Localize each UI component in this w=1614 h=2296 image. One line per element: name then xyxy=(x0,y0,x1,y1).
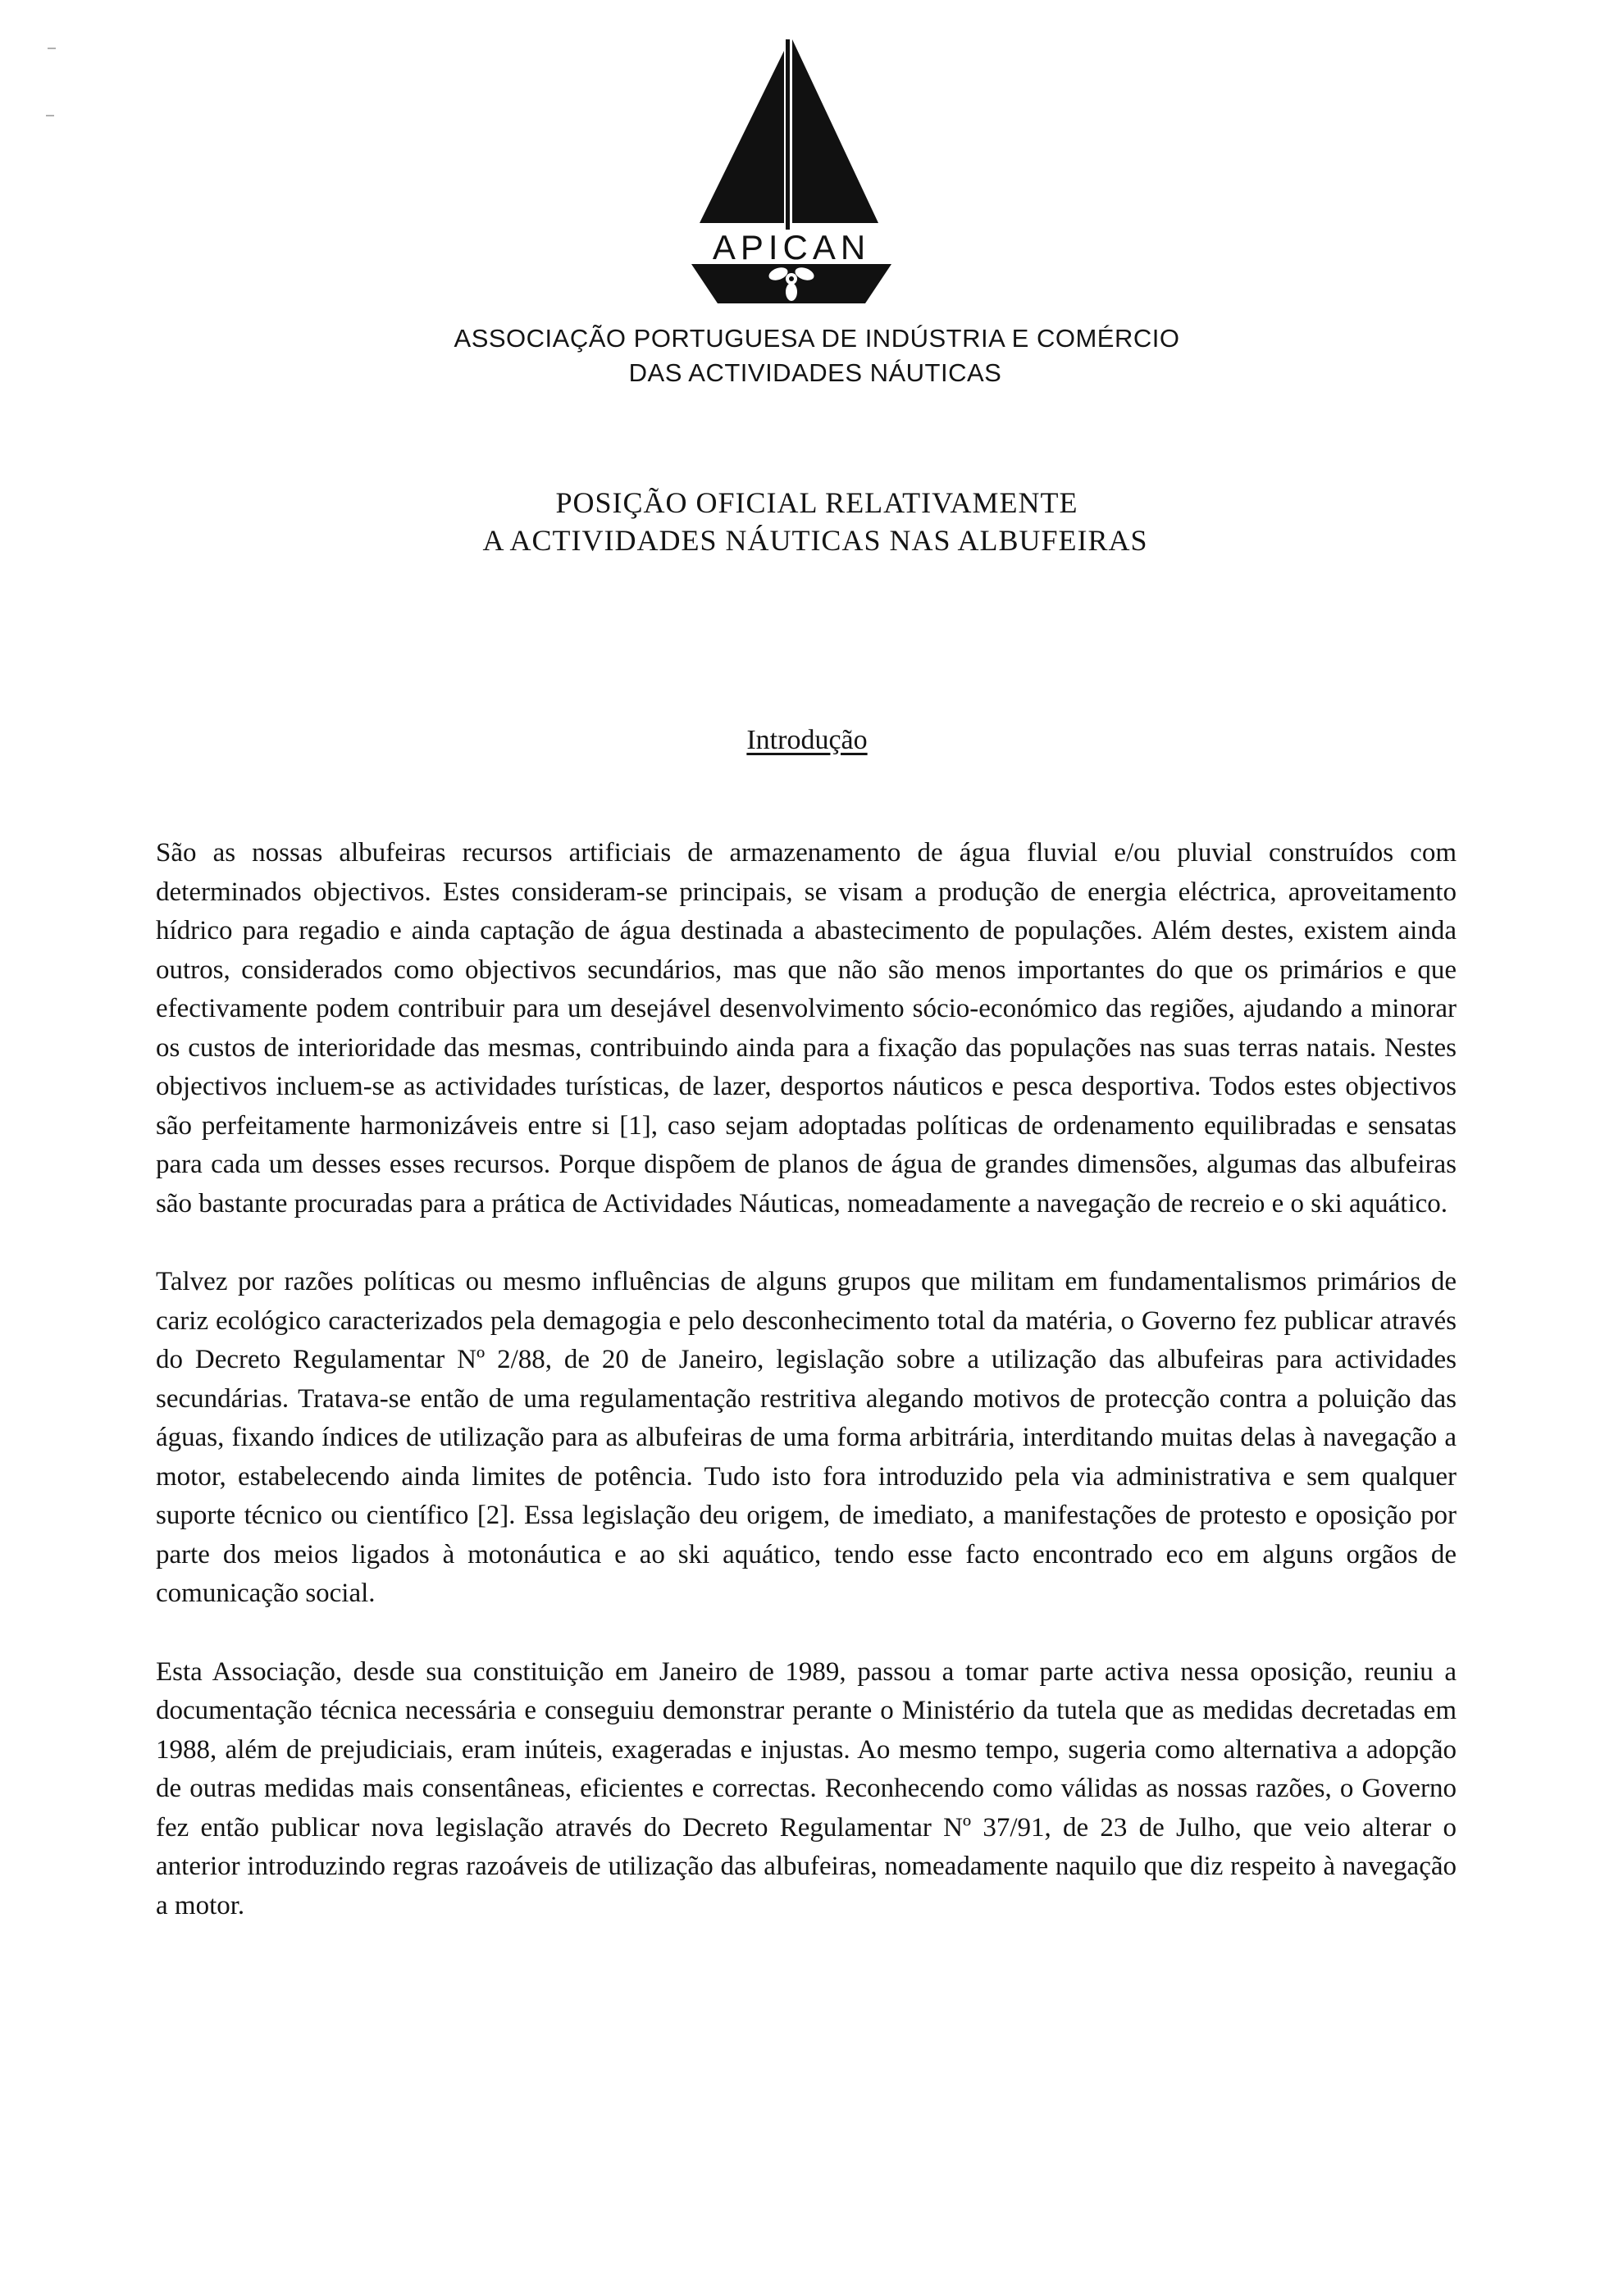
section-heading xyxy=(0,722,1614,759)
organization-name-line-2: DAS ACTIVIDADES NÁUTICAS xyxy=(628,358,1002,387)
paragraph: Talvez por razões políticas ou mesmo influências de alguns grupos que militam em fundamentalismos primários de cariz ecológico caracterizados pela demagogia e pelo desconhecimento total da matéria, o Governo fez publicar através do Decreto Regulamentar Nº 2/88, de 20 de Janeiro, legislação sobre a utilização das albufeiras para actividades secundárias. Tratava-se então de uma regulamentação restritiva alegando motivos de protecção contra a poluição das águas, fixando índices de utilização para as albufeiras de uma forma arbitrária, interditando muitas delas à navegação a motor, estabelecendo ainda limites de potência. Tudo isto fora introduzido pela via administrativa e sem qualquer suporte técnico ou científico [2]. Essa legislação deu origem, de imediato, a manifestações de protesto e oposição por parte dos meios ligados à motonáutica e ao ski aquático, tendo esse facto encontrado eco em alguns orgãos de comunicação social. xyxy=(156,1267,1457,1608)
document-title-line-1: POSIÇÃO OFICIAL RELATIVAMENTE xyxy=(555,486,1078,519)
apican-logo xyxy=(685,33,898,303)
sailboat-logo-icon xyxy=(685,33,898,303)
paragraph: Esta Associação, desde sua constituição em Janeiro de 1989, passou a tomar parte activa nessa oposição, reuniu a documentação técnica necessária e conseguiu demonstrar perante o Ministério da tutela que as medidas decretadas em 1988, além de prejudiciais, eram inúteis, exageradas e injustas. Ao mesmo tempo, sugeria como alternativa a adopção de outras medidas mais consentâneas, eficientes e correctas. Reconhecendo como válidas as nossas razões, o Governo fez então publicar nova legislação através do Decreto Regulamentar Nº 37/91, de 23 de Julho, que veio alterar o anterior introduzindo regras razoáveis de utilização das albufeiras, nomeadamente naquilo que diz respeito à navegação a motor. xyxy=(156,1656,1457,1920)
scan-speck xyxy=(48,48,56,49)
organization-name-line-1: ASSOCIAÇÃO PORTUGUESA DE INDÚSTRIA E COMÉRCIO xyxy=(454,324,1180,353)
section-heading-text: Introdução xyxy=(746,725,868,755)
logo-text: APICAN xyxy=(712,228,871,266)
document-body xyxy=(156,834,1457,1965)
scan-speck xyxy=(46,115,54,116)
document-title-line-2: A ACTIVIDADES NÁUTICAS NAS ALBUFEIRAS xyxy=(482,524,1148,557)
paragraph: São as nossas albufeiras recursos artificiais de armazenamento de água fluvial e/ou pluvial construídos com determinados objectivos. Estes consideram-se principais, se visam a produção de energia eléctrica, aproveitamento hídrico para regadio e ainda captação de água destinada a abastecimento de populações. Além destes, existem ainda outros, considerados como objectivos secundários, mas que não são menos importantes do que os primários e que efectivamente podem contribuir para um desejável desenvolvimento sócio-económico das regiões, ajudando a minorar os custos de interioridade das mesmas, contribuindo ainda para a fixação das populações nas suas terras natais. Nestes objectivos incluem-se as actividades turísticas, de lazer, desportos náuticos e pesca desportiva. Todos estes objectivos são perfeitamente harmonizáveis entre si [1], caso sejam adoptadas políticas de ordenamento equilibradas e sensatas para cada um desses esses recursos. Porque dispõem de planos de água de grandes dimensões, algumas das albufeiras são bastante procuradas para a prática de Actividades Náuticas, nomeadamente a navegação de recreio e o ski aquático. xyxy=(156,838,1457,1219)
